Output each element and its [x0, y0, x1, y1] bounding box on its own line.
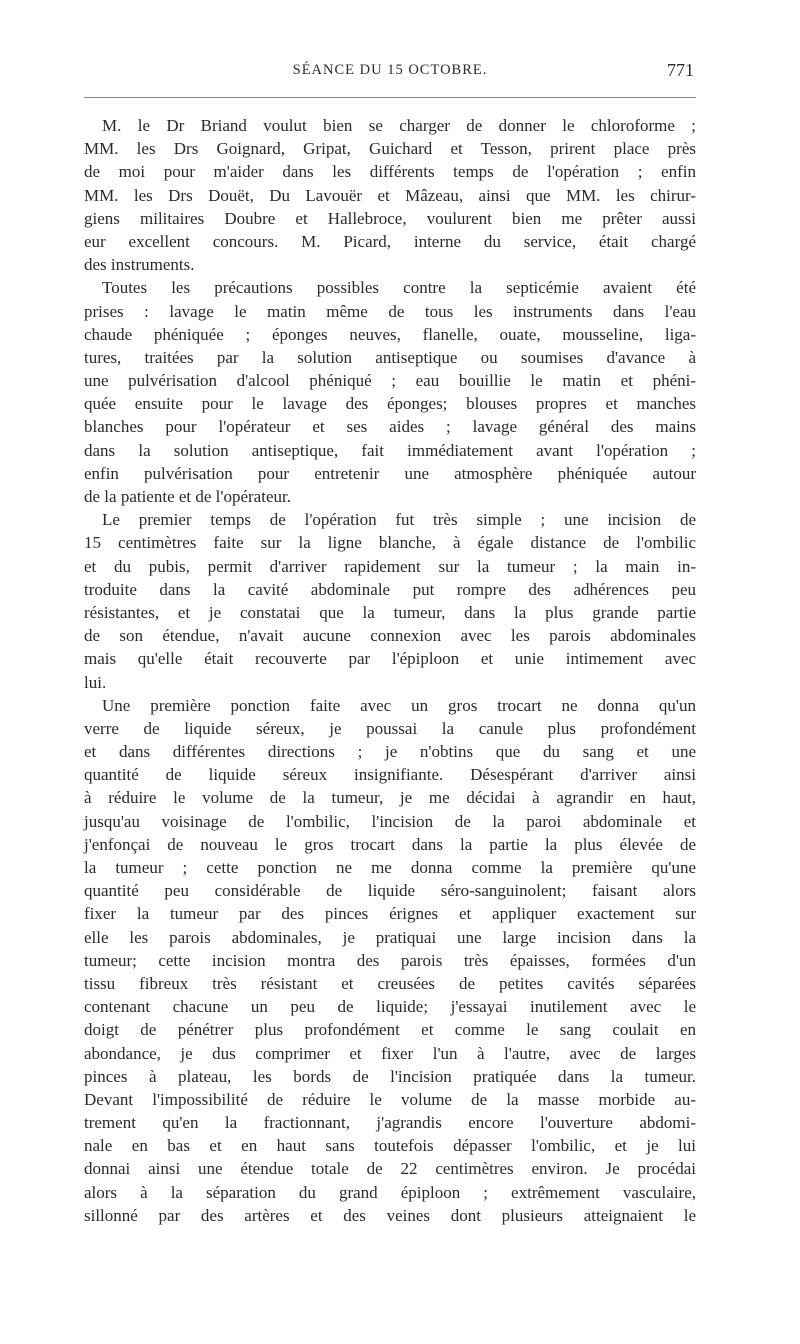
- text-line: doigt de pénétrer plus profondément et comme le sang coulait en: [84, 1020, 696, 1040]
- text-line: nale en bas et en haut sans toutefois dépasser l'ombilic, et je lui: [84, 1136, 696, 1156]
- text-line: 15 centimètres faite sur la ligne blanche, à égale distance de l'ombilic: [84, 533, 696, 553]
- body-text: [84, 114, 696, 1227]
- text-line: de la patiente et de l'opérateur.: [84, 487, 291, 506]
- text-line: prises : lavage le matin même de tous les instruments dans l'eau: [84, 301, 696, 321]
- text-line: eur excellent concours. M. Picard, interne du service, était chargé: [84, 231, 696, 251]
- text-line: à réduire le volume de la tumeur, je me décidai à agrandir en haut,: [84, 788, 696, 808]
- text-line: de moi pour m'aider dans les différents temps de l'opération ; enfin: [84, 162, 696, 182]
- text-line: jusqu'au voisinage de l'ombilic, l'incision de la paroi abdominale et: [84, 811, 696, 831]
- text-line: chaude phéniquée ; éponges neuves, flanelle, ouate, mousseline, liga-: [84, 324, 696, 344]
- text-line: et dans différentes directions ; je n'obtins que du sang et une: [84, 742, 696, 762]
- text-line: abondance, je dus comprimer et fixer l'un à l'autre, avec de larges: [84, 1043, 696, 1063]
- text-line: une pulvérisation d'alcool phéniqué ; eau bouillie le matin et phéni-: [84, 371, 696, 391]
- paragraph: [84, 276, 696, 508]
- paragraph: [84, 114, 696, 276]
- text-line: sillonné par des artères et des veines dont plusieurs atteignaient le: [84, 1205, 696, 1225]
- text-line: des instruments.: [84, 255, 195, 275]
- text-line: MM. les Drs Douët, Du Lavouër et Mâzeau, ainsi que MM. les chirur-: [84, 185, 696, 205]
- text-line: Toutes les précautions possibles contre la septicémie avaient été: [102, 278, 696, 298]
- text-line: enfin pulvérisation pour entretenir une atmosphère phéniquée autour: [84, 463, 696, 483]
- text-line: giens militaires Doubre et Hallebroce, voulurent bien me prêter aussi: [84, 208, 696, 228]
- text-line: verre de liquide séreux, je poussai la canule plus profondément: [84, 718, 696, 738]
- text-line: Une première ponction faite avec un gros trocart ne donna qu'un: [102, 695, 696, 715]
- text-line: j'enfonçai de nouveau le gros trocart dans la partie la plus élevée de: [84, 834, 696, 854]
- text-line: quée ensuite pour le lavage des éponges; blouses propres et manches: [84, 394, 696, 414]
- header-rule: [84, 97, 696, 98]
- text-line: pinces à plateau, les bords de l'incision pratiquée dans la tumeur.: [84, 1066, 696, 1086]
- text-line: de son étendue, n'avait aucune connexion avec les parois abdominales: [84, 626, 696, 646]
- page-number: 771: [667, 60, 694, 80]
- text-line: fixer la tumeur par des pinces érignes et appliquer exactement sur: [84, 904, 696, 924]
- text-line: quantité de liquide séreux insignifiante. Désespérant d'arriver ainsi: [84, 765, 696, 785]
- text-line: contenant chacune un peu de liquide; j'essayai inutilement avec le: [84, 997, 696, 1017]
- text-line: trement qu'en la fractionnant, j'agrandis encore l'ouverture abdomi-: [84, 1113, 696, 1133]
- text-line: M. le Dr Briand voulut bien se charger de donner le chloroforme ;: [102, 116, 696, 135]
- paragraph: [84, 508, 696, 694]
- text-line: tures, traitées par la solution antiseptique ou soumises d'avance à: [84, 347, 696, 367]
- text-line: tissu fibreux très résistant et creusées de petites cavités séparées: [84, 973, 696, 993]
- paragraph: [84, 694, 696, 1227]
- page-header: [84, 60, 696, 90]
- text-line: donnai ainsi une étendue totale de 22 centimètres environ. Je procédai: [84, 1159, 696, 1179]
- text-line: mais qu'elle était recouverte par l'épiploon et unie intimement avec: [84, 649, 696, 669]
- text-line: résistantes, et je constatai que la tumeur, dans la plus grande partie: [84, 602, 696, 622]
- text-line: alors à la séparation du grand épiploon ; extrêmement vasculaire,: [84, 1182, 696, 1202]
- text-line: elle les parois abdominales, je pratiquai une large incision dans la: [84, 927, 696, 947]
- text-line: lui.: [84, 672, 107, 692]
- text-line: MM. les Drs Goignard, Gripat, Guichard et Tesson, prirent place près: [84, 139, 696, 159]
- text-line: Le premier temps de l'opération fut très simple ; une incision de: [102, 510, 696, 530]
- text-line: la tumeur ; cette ponction ne me donna comme la première qu'une: [84, 858, 696, 877]
- text-line: Devant l'impossibilité de réduire le volume de la masse morbide au-: [84, 1089, 696, 1109]
- text-line: blanches pour l'opérateur et ses aides ; lavage général des mains: [84, 417, 696, 437]
- text-line: tumeur; cette incision montra des parois très épaisses, formées d'un: [84, 950, 696, 970]
- text-line: troduite dans la cavité abdominale put rompre des adhérences peu: [84, 579, 696, 599]
- text-line: et du pubis, permit d'arriver rapidement sur la tumeur ; la main in-: [84, 556, 696, 576]
- text-line: dans la solution antiseptique, fait immédiatement avant l'opération ;: [84, 440, 696, 460]
- text-line: quantité peu considérable de liquide séro-sanguinolent; faisant alors: [84, 881, 696, 901]
- running-title: SÉANCE DU 15 OCTOBRE.: [292, 62, 488, 78]
